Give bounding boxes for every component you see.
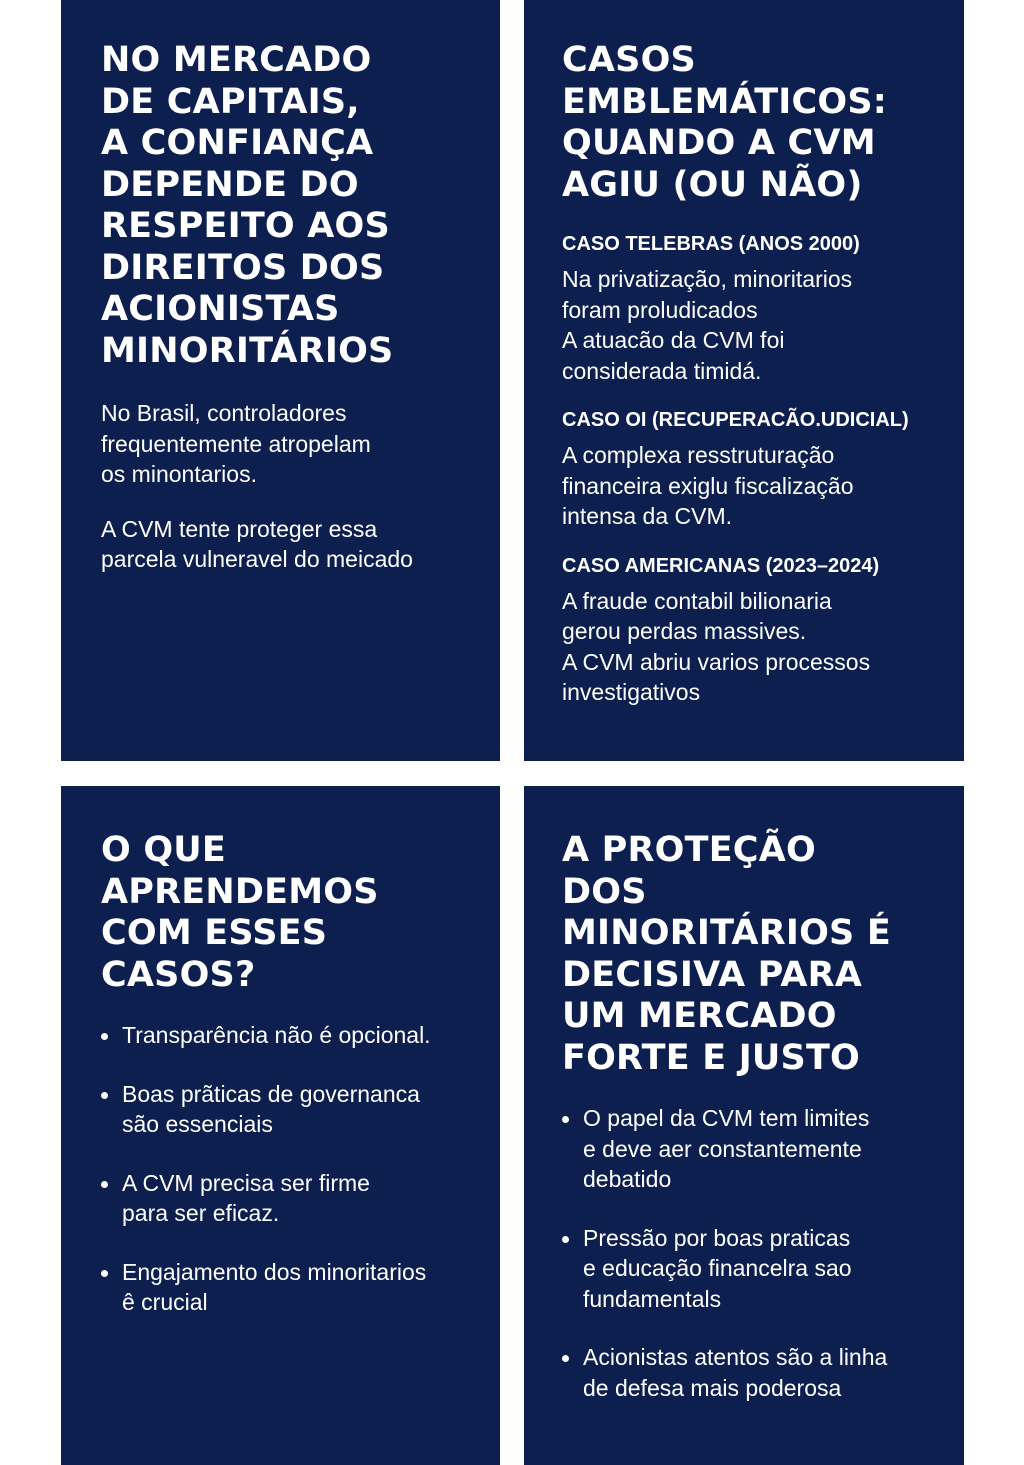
heading-line: FORTE E JUSTO bbox=[562, 1037, 860, 1078]
heading-line: NO MERCADO bbox=[101, 40, 372, 80]
heading-line: AGIU (OU NÃO) bbox=[562, 164, 863, 205]
text-line: A CVM precisa ser firme bbox=[122, 1169, 370, 1196]
case-americanas bbox=[562, 554, 944, 708]
text-line: A CVM tente proteger essa bbox=[101, 515, 378, 542]
bullet-icon bbox=[562, 1355, 569, 1362]
text-line: e deve aer constantemente bbox=[583, 1135, 862, 1162]
bullet-icon bbox=[101, 1270, 108, 1277]
panel-emblematic-cases bbox=[524, 0, 964, 761]
list-item bbox=[562, 1342, 944, 1403]
heading-line: MINORITÁRIOS bbox=[101, 330, 394, 371]
heading-line: COM ESSES bbox=[101, 913, 328, 953]
heading-line: CASOS bbox=[562, 40, 696, 80]
case-telebras bbox=[562, 232, 944, 386]
heading-line: QUANDO A CVM bbox=[562, 123, 876, 163]
text-line: A complexa resstruturação bbox=[562, 442, 835, 468]
heading-line: DEPENDE DO bbox=[101, 164, 359, 205]
text-line: e educação financelra sao bbox=[583, 1255, 852, 1281]
case-description bbox=[562, 264, 944, 386]
case-description bbox=[562, 440, 944, 532]
text-line: para ser eficaz. bbox=[122, 1200, 280, 1226]
heading-line: CASOS? bbox=[101, 954, 256, 995]
text-line: A CVM abriu varios processos bbox=[562, 648, 871, 675]
heading-line: DE CAPITAIS, bbox=[101, 81, 360, 122]
paragraph bbox=[101, 398, 480, 490]
heading-line: DOS bbox=[562, 871, 647, 912]
heading-line: O QUE bbox=[101, 830, 227, 870]
bullet-icon bbox=[101, 1181, 108, 1188]
bullet-list bbox=[562, 1103, 944, 1403]
text-line: financeira exiglu fiscalização bbox=[562, 472, 854, 499]
text-line: O papel da CVM tem limites bbox=[583, 1105, 870, 1131]
panel-minority-protection bbox=[524, 786, 964, 1465]
text-line: considerada timidá. bbox=[562, 357, 762, 384]
case-title: CASO AMERICANAS (2023–2024) bbox=[562, 554, 880, 577]
panel-heading bbox=[562, 40, 944, 206]
list-item bbox=[101, 1020, 480, 1051]
heading-line: APRENDEMOS bbox=[101, 871, 379, 912]
bullet-icon bbox=[101, 1033, 108, 1040]
text-line: A fraude contabil bilionaria bbox=[562, 587, 832, 614]
heading-line: A CONFIANÇA bbox=[101, 123, 374, 163]
text-line: fundamentals bbox=[583, 1285, 722, 1312]
text-line: Na privatização, minoritarios bbox=[562, 266, 853, 292]
heading-line: RESPEITO AOS bbox=[101, 206, 390, 246]
panel-lessons-learned bbox=[61, 786, 500, 1465]
heading-line: UM MERCADO bbox=[562, 996, 837, 1036]
case-oi bbox=[562, 408, 944, 532]
bullet-icon bbox=[101, 1092, 108, 1099]
panel-heading bbox=[101, 40, 480, 372]
text-line: intensa da CVM. bbox=[562, 503, 733, 529]
paragraph bbox=[101, 514, 480, 575]
case-title: CASO OI (RECUPERACÃO.UDICIAL) bbox=[562, 409, 909, 431]
text-line: foram proludicados bbox=[562, 296, 758, 323]
text-line: Boas prãticas de governanca bbox=[122, 1080, 420, 1107]
text-line: Engajamento dos minoritarios bbox=[122, 1258, 427, 1285]
heading-line: A PROTEÇÃO bbox=[562, 830, 816, 870]
bullet-icon bbox=[562, 1236, 569, 1243]
heading-line: DIREITOS DOS bbox=[101, 247, 385, 288]
text-line: No Brasil, controladores bbox=[101, 400, 347, 426]
heading-line: ACIONISTAS bbox=[101, 289, 340, 329]
panel-heading bbox=[562, 830, 944, 1079]
text-line: Transparência não é opcional. bbox=[122, 1022, 431, 1048]
text-line: frequentemente atropelam bbox=[101, 430, 371, 457]
bullet-icon bbox=[562, 1116, 569, 1123]
heading-line: MINORITÁRIOS É bbox=[562, 913, 891, 953]
text-line: de defesa mais poderosa bbox=[583, 1374, 842, 1401]
list-item bbox=[101, 1168, 480, 1229]
panel-minority-rights bbox=[61, 0, 500, 761]
list-item bbox=[101, 1257, 480, 1318]
list-item bbox=[562, 1223, 944, 1315]
list-item bbox=[562, 1103, 944, 1195]
list-item bbox=[101, 1079, 480, 1140]
text-line: A atuacão da CVM foi bbox=[562, 327, 785, 353]
text-line: ê crucial bbox=[122, 1289, 208, 1315]
text-line: Pressão por boas praticas bbox=[583, 1224, 851, 1251]
text-line: parcela vulneravel do meicado bbox=[101, 546, 413, 572]
case-description bbox=[562, 586, 944, 708]
bullet-list bbox=[101, 1020, 480, 1318]
heading-line: DECISIVA PARA bbox=[562, 954, 863, 995]
text-line: gerou perdas massives. bbox=[562, 618, 807, 644]
text-line: são essenciais bbox=[122, 1111, 273, 1137]
text-line: investigativos bbox=[562, 679, 701, 705]
case-title: CASO TELEBRAS (ANOS 2000) bbox=[562, 233, 860, 255]
panel-heading bbox=[101, 830, 480, 996]
heading-line: EMBLEMÁTICOS: bbox=[562, 81, 887, 122]
text-line: Acionistas atentos são a linha bbox=[583, 1344, 888, 1370]
text-line: debatido bbox=[583, 1166, 672, 1192]
text-line: os minontarios. bbox=[101, 461, 257, 487]
